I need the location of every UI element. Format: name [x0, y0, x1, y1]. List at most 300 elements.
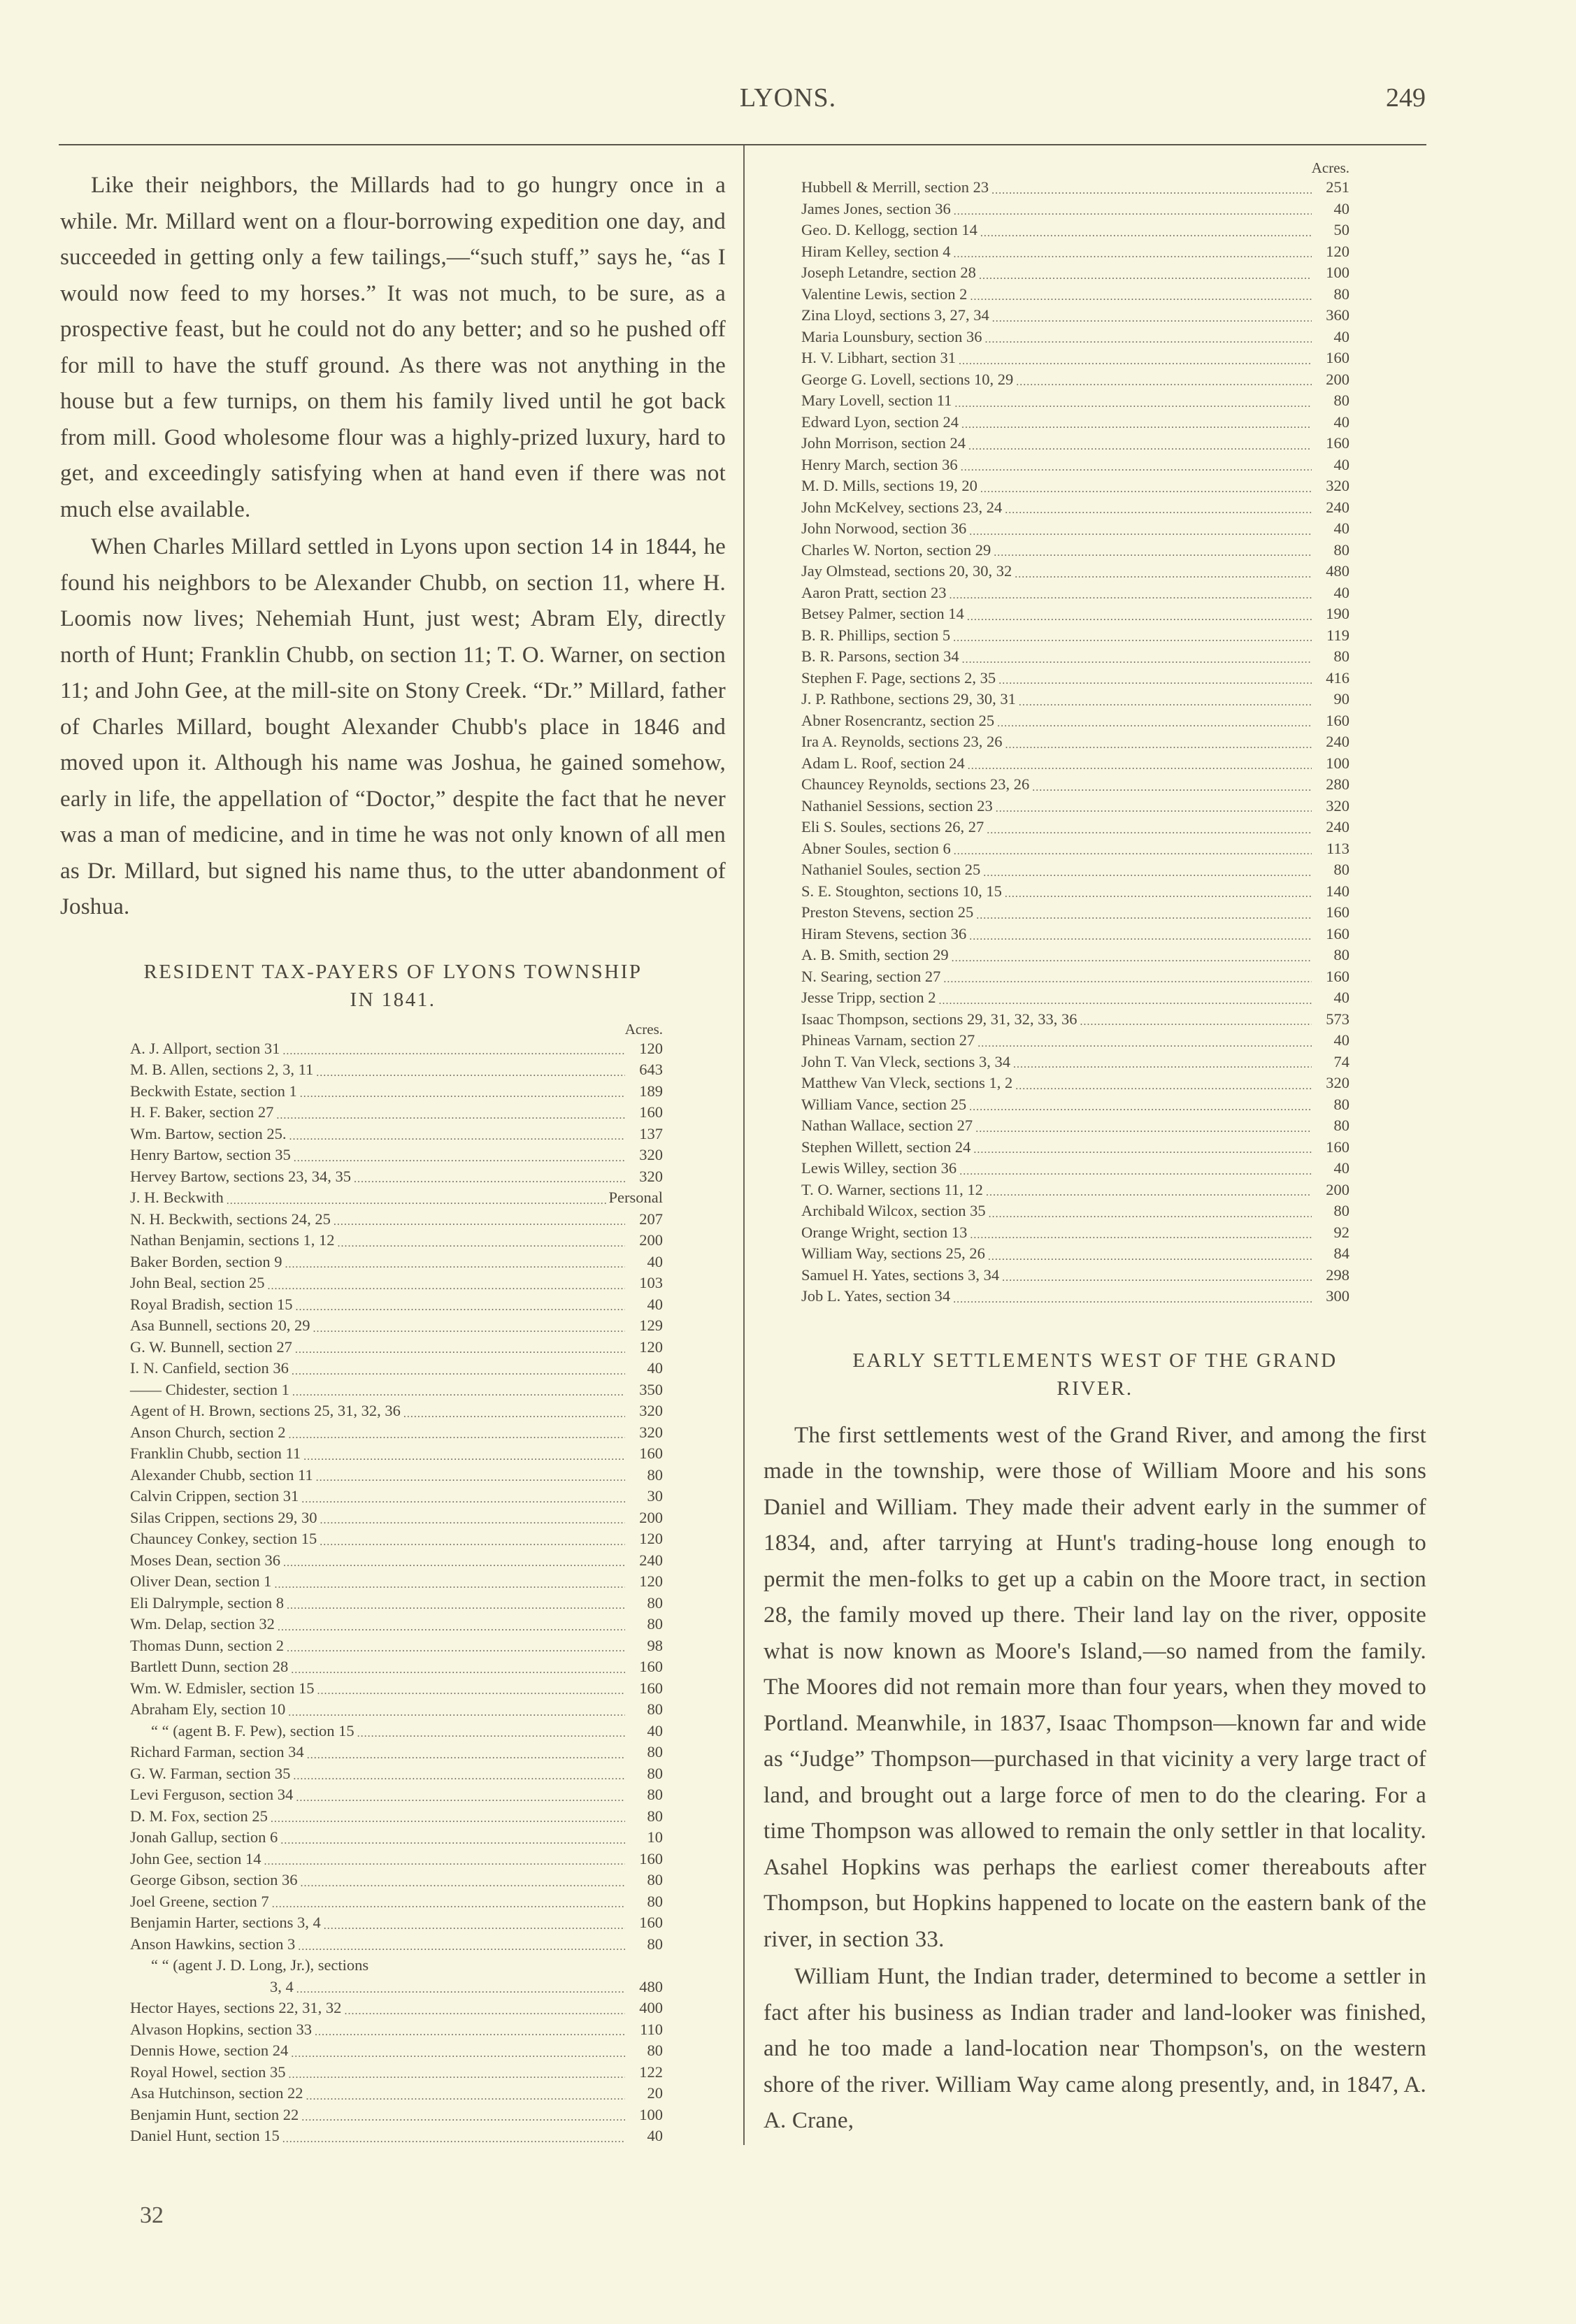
taxpayer-row — [130, 1614, 663, 1635]
taxpayer-acres: 40 — [1333, 455, 1349, 473]
taxpayer-acres: 298 — [1326, 1265, 1349, 1284]
taxpayer-acres: 100 — [1326, 264, 1349, 281]
taxpayer-acres: 240 — [1326, 498, 1349, 516]
taxpayer-acres: 160 — [1326, 434, 1349, 452]
taxpayer-name: N. H. Beckwith, sections 24, 25 — [130, 1210, 331, 1228]
taxpayer-row — [801, 625, 1349, 647]
taxpayer-list-left — [60, 1021, 726, 2147]
taxpayer-acres: 160 — [1326, 967, 1349, 985]
taxpayer-name: Oliver Dean, section 1 — [130, 1572, 272, 1590]
leader-dots — [357, 1726, 625, 1742]
taxpayer-name: Wm. W. Edmisler, section 15 — [130, 1679, 315, 1697]
taxpayer-name: N. Searing, section 27 — [801, 967, 941, 985]
taxpayer-acres: 40 — [647, 1252, 663, 1270]
taxpayer-acres: 40 — [1333, 413, 1349, 431]
leader-dots — [991, 183, 1312, 199]
taxpayer-row — [130, 1593, 663, 1614]
leader-dots — [276, 1108, 625, 1124]
leader-dots — [1016, 375, 1312, 390]
taxpayer-name: John T. Van Vleck, sections 3, 34 — [801, 1052, 1010, 1070]
leader-dots — [337, 1236, 625, 1251]
taxpayer-list — [130, 1038, 663, 2147]
taxpayer-name: William Vance, section 25 — [801, 1095, 967, 1113]
taxpayer-acres: 40 — [647, 2127, 663, 2144]
taxpayer-row — [130, 1251, 663, 1273]
leader-dots — [953, 1292, 1312, 1307]
taxpayer-row — [130, 1102, 663, 1124]
leader-dots — [998, 673, 1312, 689]
taxpayer-name: Asa Bunnell, sections 20, 29 — [130, 1317, 310, 1334]
taxpayer-acres: 160 — [1326, 1138, 1349, 1156]
leader-dots — [959, 1164, 1312, 1179]
taxpayer-acres: 100 — [1326, 754, 1349, 772]
leader-dots — [285, 1257, 625, 1272]
taxpayer-row — [130, 1784, 663, 1806]
taxpayer-row — [801, 689, 1349, 710]
taxpayer-row — [130, 1571, 663, 1593]
column-divider — [743, 145, 745, 2145]
taxpayer-name: Abner Soules, section 6 — [801, 839, 951, 857]
taxpayer-acres: 50 — [1333, 221, 1349, 238]
taxpayer-row — [130, 1038, 663, 1060]
taxpayer-acres: 40 — [1333, 199, 1349, 217]
left-column — [60, 162, 726, 2147]
taxpayer-row — [801, 710, 1349, 732]
taxpayer-name: “ “ (agent B. F. Pew), section 15 — [151, 1721, 354, 1740]
leader-dots — [968, 439, 1312, 454]
taxpayer-row — [130, 1977, 663, 1998]
taxpayer-row — [130, 1891, 663, 1913]
acres-column-header: Acres. — [1311, 159, 1349, 176]
taxpayer-row — [801, 796, 1349, 817]
taxpayer-name: Chauncey Conkey, section 15 — [130, 1530, 317, 1547]
leader-dots — [354, 1172, 625, 1187]
leader-dots — [295, 1342, 625, 1358]
taxpayer-row — [130, 1912, 663, 1934]
leader-dots — [976, 908, 1312, 924]
taxpayer-row — [130, 2040, 663, 2062]
taxpayer-name: Job L. Yates, section 34 — [801, 1287, 951, 1305]
taxpayer-name: John Beal, section 25 — [130, 1274, 265, 1291]
taxpayer-acres: 80 — [647, 1764, 663, 1782]
taxpayer-row — [801, 369, 1349, 391]
leader-dots — [959, 354, 1312, 369]
taxpayer-acres: 122 — [639, 2063, 663, 2081]
taxpayer-row — [130, 1315, 663, 1337]
taxpayer-row — [130, 1742, 663, 1763]
paragraph-first-settlements: The first settlements west of the Grand River, and among the first made in the township, were those of William Moore and his sons Daniel and William. They made their advent early in the summer of 1834, and, after tarrying at Hunt's trading-house long enough to permit the men-folks to get up a cabin on the Moore tract, in section 28, the family moved up there. Their land lay on the river, opposite what is now known as Moore's Island,—so named from the family. The Moores did not remain more than four years, when they moved to Portland. Meanwhile, in 1837, Isaac Thompson—known far and wide as “Judge” Thompson—purchased in that vicinity a very large tract of land, and brought out a large force of men to do the clearing. For a time Thompson was allowed to remain the only settler in that locality. Asahel Hopkins was perhaps the earliest comer thereabouts after Thompson, but Hopkins happened to locate on the eastern bank of the river, in section 33. — [764, 1422, 1426, 1952]
taxpayer-acres: 320 — [1326, 796, 1349, 815]
leader-dots — [1005, 503, 1312, 518]
taxpayer-acres: 120 — [639, 1530, 663, 1547]
taxpayer-name: Richard Farman, section 34 — [130, 1743, 304, 1760]
taxpayer-acres: 160 — [639, 1658, 663, 1675]
taxpayer-name: Abraham Ely, section 10 — [130, 1700, 286, 1718]
taxpayer-name: A. B. Smith, section 29 — [801, 946, 949, 963]
taxpayer-name: Royal Bradish, section 15 — [130, 1295, 293, 1313]
taxpayer-name: Abner Rosencrantz, section 25 — [801, 711, 995, 729]
taxpayer-name: Calvin Crippen, section 31 — [130, 1487, 299, 1505]
taxpayer-acres: 189 — [639, 1082, 663, 1100]
taxpayer-row — [801, 774, 1349, 796]
taxpayer-row — [801, 924, 1349, 945]
taxpayer-row — [801, 1200, 1349, 1222]
taxpayer-row — [130, 1422, 663, 1444]
taxpayer-acres: 80 — [647, 1807, 663, 1825]
taxpayer-row — [801, 987, 1349, 1009]
taxpayer-acres: 40 — [647, 1295, 663, 1313]
leader-dots — [287, 1641, 625, 1656]
leader-dots — [961, 460, 1312, 475]
leader-dots — [287, 1598, 625, 1614]
taxpayer-name: Anson Church, section 2 — [130, 1423, 286, 1441]
taxpayer-acres: 10 — [647, 1828, 663, 1846]
taxpayer-name: Chauncey Reynolds, sections 23, 26 — [801, 775, 1030, 793]
taxpayer-name: M. D. Mills, sections 19, 20 — [801, 477, 977, 494]
leader-dots — [289, 1129, 626, 1145]
taxpayer-acres: 80 — [1333, 946, 1349, 963]
taxpayer-row — [130, 1849, 663, 1870]
taxpayer-acres: Personal — [608, 1189, 663, 1206]
leader-dots — [989, 1207, 1312, 1222]
leader-dots — [291, 2046, 625, 2062]
taxpayer-row — [801, 582, 1349, 604]
taxpayer-name: Mary Lovell, section 11 — [801, 392, 952, 409]
leader-dots — [298, 1939, 625, 1955]
taxpayer-name: H. F. Baker, section 27 — [130, 1103, 274, 1121]
taxpayer-row — [801, 220, 1349, 241]
leader-dots — [980, 482, 1312, 497]
leader-dots — [1032, 780, 1312, 796]
taxpayer-name: Samuel H. Yates, sections 3, 34 — [801, 1265, 1000, 1284]
leader-dots — [334, 1214, 625, 1230]
taxpayer-name: Nathaniel Sessions, section 23 — [801, 796, 993, 815]
leader-dots — [272, 1897, 625, 1912]
taxpayer-row — [130, 1827, 663, 1849]
taxpayer-name: Benjamin Harter, sections 3, 4 — [130, 1914, 321, 1931]
leader-dots — [313, 1321, 625, 1337]
taxpayer-acres: 320 — [639, 1167, 663, 1185]
taxpayer-name: Royal Howel, section 35 — [130, 2063, 286, 2081]
leader-dots — [973, 1142, 1312, 1158]
taxpayer-acres: 643 — [639, 1061, 663, 1078]
taxpayer-acres: 80 — [1333, 1117, 1349, 1134]
taxpayer-row — [130, 1145, 663, 1166]
taxpayer-acres: 90 — [1333, 690, 1349, 708]
leader-dots — [274, 1577, 625, 1593]
taxpayer-row — [130, 1124, 663, 1145]
section-title-early-settlements — [764, 1347, 1426, 1403]
taxpayer-acres: 280 — [1326, 775, 1349, 793]
taxpayer-acres: 160 — [1326, 903, 1349, 921]
taxpayer-row — [801, 1052, 1349, 1073]
taxpayer-row — [130, 1166, 663, 1188]
taxpayer-acres: 160 — [639, 1679, 663, 1697]
taxpayer-name: Archibald Wilcox, section 35 — [801, 1202, 986, 1219]
taxpayer-row — [801, 817, 1349, 838]
taxpayer-acres: 300 — [1326, 1287, 1349, 1305]
taxpayer-row — [801, 262, 1349, 284]
taxpayer-acres: 240 — [639, 1551, 663, 1569]
paragraph-charles-millard: When Charles Millard settled in Lyons upon section 14 in 1844, he found his neighbors to be Alexander Chubb, on section 11, where H. Loomis now lives; Nehemiah Hunt, just west; Abram Ely, directly north of Hunt; Franklin Chubb, on section 11; T. O. Warner, on section 11; and John Gee, at the mill-site on Stony Creek. “Dr.” Millard, father of Charles Millard, bought Alexander Chubb's place in 1846 and moved upon it. Although his name was Joshua, he gained somehow, early in life, the appellation of “Doctor,” despite the fact that he never was a man of medicine, and in time he was not only known of all men as Dr. Millard, but signed his name thus, to the utter abandonment of Joshua. — [60, 534, 726, 919]
taxpayer-name: G. W. Bunnell, section 27 — [130, 1337, 292, 1356]
leader-dots — [316, 1066, 625, 1081]
taxpayer-name: Wm. Delap, section 32 — [130, 1615, 275, 1633]
taxpayer-acres: 360 — [1326, 306, 1349, 324]
taxpayer-row — [801, 731, 1349, 753]
taxpayer-row — [801, 241, 1349, 263]
taxpayer-name: Eli Dalrymple, section 8 — [130, 1593, 284, 1612]
leader-dots — [997, 716, 1312, 731]
taxpayer-name: Joel Greene, section 7 — [130, 1892, 269, 1910]
leader-dots — [296, 1982, 625, 1997]
taxpayer-row — [801, 305, 1349, 327]
taxpayer-acres: 240 — [1326, 733, 1349, 750]
leader-dots — [986, 1185, 1312, 1200]
taxpayer-name: H. V. Libhart, section 31 — [801, 349, 957, 366]
taxpayer-row — [801, 859, 1349, 881]
leader-dots — [977, 1036, 1312, 1052]
leader-dots — [320, 1513, 625, 1528]
leader-dots — [315, 2025, 625, 2040]
taxpayer-row — [130, 1486, 663, 1507]
running-title: LYONS. — [739, 83, 837, 113]
leader-dots — [316, 1470, 625, 1486]
taxpayer-acres: 120 — [1326, 242, 1349, 260]
taxpayer-name: Preston Stevens, section 25 — [801, 903, 974, 921]
taxpayer-acres: 80 — [647, 1871, 663, 1888]
taxpayer-acres: 40 — [647, 1721, 663, 1740]
taxpayer-row — [130, 1806, 663, 1828]
taxpayer-row — [130, 1230, 663, 1251]
taxpayer-name: Hector Hayes, sections 22, 31, 32 — [130, 1999, 342, 2016]
taxpayer-acres: 98 — [647, 1636, 663, 1654]
taxpayer-row — [801, 1094, 1349, 1116]
taxpayer-acres: 120 — [639, 1039, 663, 1057]
taxpayer-row — [801, 1286, 1349, 1307]
section-title-line: IN 1841. — [350, 988, 436, 1011]
taxpayer-name: Thomas Dunn, section 2 — [130, 1636, 284, 1654]
taxpayer-acres: 100 — [639, 2105, 663, 2123]
taxpayer-acres: 84 — [1333, 1245, 1349, 1262]
leader-dots — [1080, 1014, 1312, 1030]
taxpayer-acres: 251 — [1326, 178, 1349, 196]
taxpayer-acres: 80 — [1333, 540, 1349, 559]
taxpayer-name: Asa Hutchinson, section 22 — [130, 2084, 303, 2102]
taxpayer-name: George G. Lovell, sections 10, 29 — [801, 370, 1014, 388]
taxpayer-acres: 320 — [1326, 1074, 1349, 1091]
leader-dots — [303, 1449, 625, 1465]
taxpayer-name: Silas Crippen, sections 29, 30 — [130, 1508, 317, 1526]
taxpayer-name: M. B. Allen, sections 2, 3, 11 — [130, 1061, 314, 1078]
taxpayer-name: Daniel Hunt, section 15 — [130, 2127, 280, 2144]
taxpayer-name: T. O. Warner, sections 11, 12 — [801, 1180, 983, 1198]
taxpayer-row — [801, 1222, 1349, 1244]
taxpayer-name: Stephen Willett, section 24 — [801, 1138, 971, 1156]
taxpayer-acres: 40 — [1333, 989, 1349, 1006]
taxpayer-name: Benjamin Hunt, section 22 — [130, 2105, 299, 2123]
taxpayer-name: J. P. Rathbone, sections 29, 30, 31 — [801, 690, 1016, 708]
taxpayer-name: Nathan Wallace, section 27 — [801, 1117, 973, 1134]
leader-dots — [271, 1812, 625, 1827]
taxpayer-acres: 40 — [1333, 1031, 1349, 1049]
taxpayer-acres: 240 — [1326, 818, 1349, 835]
taxpayer-row — [130, 1763, 663, 1785]
taxpayer-acres: 200 — [1326, 1180, 1349, 1198]
leader-dots — [988, 1249, 1312, 1265]
leader-dots — [288, 1428, 625, 1443]
taxpayer-row — [130, 1379, 663, 1401]
leader-dots — [301, 1492, 625, 1507]
leader-dots — [979, 268, 1312, 284]
taxpayer-row — [130, 1272, 663, 1294]
taxpayer-name: John Gee, section 14 — [130, 1849, 262, 1867]
leader-dots — [970, 289, 1312, 305]
running-head — [0, 83, 1576, 124]
leader-dots — [1015, 567, 1312, 582]
taxpayer-name: Stephen F. Page, sections 2, 35 — [801, 668, 996, 687]
leader-dots — [300, 1086, 625, 1102]
taxpayer-acres: 30 — [647, 1487, 663, 1505]
taxpayer-row — [130, 1721, 663, 1742]
taxpayer-row — [130, 1678, 663, 1700]
taxpayer-acres: 129 — [639, 1317, 663, 1334]
taxpayer-acres: 119 — [1326, 626, 1349, 644]
taxpayer-acres: 140 — [1326, 882, 1349, 900]
taxpayer-name: S. E. Stoughton, sections 10, 15 — [801, 882, 1002, 900]
leader-dots — [292, 1364, 625, 1379]
taxpayer-acres: 80 — [647, 1700, 663, 1718]
taxpayer-name: John Norwood, section 36 — [801, 519, 967, 537]
taxpayer-row — [130, 1955, 663, 1977]
leader-dots — [969, 524, 1312, 540]
leader-dots — [292, 1385, 625, 1400]
leader-dots — [1005, 887, 1312, 902]
taxpayer-acres: 400 — [639, 1999, 663, 2016]
leader-dots — [296, 1791, 625, 1806]
taxpayer-acres: 113 — [1326, 839, 1349, 857]
leader-dots — [317, 1684, 625, 1699]
taxpayer-row — [801, 497, 1349, 519]
leader-dots — [994, 545, 1312, 561]
leader-dots — [301, 1876, 625, 1891]
leader-dots — [324, 1918, 625, 1934]
leader-dots — [291, 1663, 625, 1678]
taxpayer-name: D. M. Fox, section 25 — [130, 1807, 268, 1825]
leader-dots — [953, 631, 1312, 646]
taxpayer-name: Valentine Lewis, section 2 — [801, 285, 968, 303]
taxpayer-name: William Way, sections 25, 26 — [801, 1245, 985, 1262]
taxpayer-acres: 416 — [1326, 668, 1349, 687]
taxpayer-name: John Morrison, section 24 — [801, 434, 966, 452]
taxpayer-name: Orange Wright, section 13 — [801, 1223, 968, 1241]
taxpayer-row — [801, 433, 1349, 454]
taxpayer-name: B. R. Parsons, section 34 — [801, 647, 959, 665]
page-number: 249 — [1386, 83, 1426, 113]
taxpayer-name: Hiram Stevens, section 36 — [801, 924, 967, 942]
taxpayer-acres: 80 — [1333, 285, 1349, 303]
taxpayer-name: Betsey Palmer, section 14 — [801, 605, 964, 622]
leader-dots — [344, 2004, 625, 2019]
taxpayer-row — [130, 1294, 663, 1316]
taxpayer-acres: 480 — [1326, 562, 1349, 580]
taxpayer-name: Edward Lyon, section 24 — [801, 413, 959, 431]
taxpayer-row — [801, 177, 1349, 199]
leader-dots — [953, 247, 1312, 262]
section-title-line: RESIDENT TAX-PAYERS OF LYONS TOWNSHIP — [143, 960, 643, 983]
taxpayer-row — [130, 1656, 663, 1678]
taxpayer-name: Jesse Tripp, section 2 — [801, 989, 936, 1006]
leader-dots — [227, 1193, 606, 1209]
taxpayer-row — [130, 1337, 663, 1358]
taxpayer-acres: 160 — [639, 1849, 663, 1867]
taxpayer-name: Matthew Van Vleck, sections 1, 2 — [801, 1074, 1013, 1091]
taxpayer-name: Franklin Chubb, section 11 — [130, 1444, 301, 1462]
paragraph-william-hunt: William Hunt, the Indian trader, determined to become a settler in fact after his business as Indian trader and land-looker was finished, and he too made a land-location near Thompson's, on the western shore of the river. William Way came along presently, and, in 1847, A. A. Crane, — [764, 1964, 1426, 2133]
leader-dots — [293, 1769, 625, 1784]
taxpayer-row — [801, 199, 1349, 220]
leader-dots — [962, 652, 1312, 668]
taxpayer-row — [801, 540, 1349, 561]
taxpayer-row — [130, 1059, 663, 1081]
taxpayer-name: B. R. Phillips, section 5 — [801, 626, 951, 644]
taxpayer-name: Hubbell & Merrill, section 23 — [801, 178, 989, 196]
taxpayer-acres: 573 — [1326, 1010, 1349, 1028]
taxpayer-name: Phineas Varnam, section 27 — [801, 1031, 975, 1049]
taxpayer-name: Jonah Gallup, section 6 — [130, 1828, 278, 1846]
taxpayer-row — [130, 1934, 663, 1956]
leader-dots — [306, 2089, 625, 2104]
taxpayer-name: Joseph Letandre, section 28 — [801, 264, 976, 281]
leader-dots — [1005, 738, 1312, 753]
taxpayer-acres: 40 — [1333, 519, 1349, 537]
taxpayer-acres: 80 — [647, 1786, 663, 1803]
taxpayer-acres: 320 — [639, 1402, 663, 1419]
taxpayer-acres: 80 — [1333, 1202, 1349, 1219]
leader-dots — [967, 610, 1312, 625]
header-rule — [59, 144, 1426, 145]
taxpayer-row — [130, 1997, 663, 2019]
taxpayer-row — [801, 945, 1349, 966]
taxpayer-acres: 320 — [1326, 477, 1349, 494]
taxpayer-name: 3, 4 — [270, 1977, 294, 1995]
leader-dots — [282, 2132, 625, 2147]
taxpayer-acres: 92 — [1333, 1223, 1349, 1241]
leader-dots — [949, 588, 1312, 603]
leader-dots — [295, 1300, 625, 1315]
paragraph-millards-hungry: Like their neighbors, the Millards had to go hungry once in a while. Mr. Millard went on a flour-borrowing expedition one day, and succeeded in getting only a few tailings,—“such stuff,” says he, “as I would now feed to my horses.” It was not much, to be sure, as a prospective feast, but he could not do any better; and so he pushed off for mill to have the stuff ground. As there was not anything in the house but a few turnips, on them his family lived until he got back from mill. Good wholesome flour was a highly-prized luxury, hard to get, and exceedingly satisfying when at hand even if there was not much else available. — [60, 173, 726, 522]
leader-dots — [1002, 1270, 1312, 1286]
taxpayer-name: Henry Bartow, section 35 — [130, 1146, 291, 1163]
taxpayer-row — [801, 646, 1349, 668]
taxpayer-acres: 120 — [639, 1337, 663, 1356]
leader-dots — [403, 1407, 625, 1422]
taxpayer-row — [801, 966, 1349, 988]
taxpayer-row — [801, 1265, 1349, 1286]
taxpayer-name: Zina Lloyd, sections 3, 27, 34 — [801, 306, 989, 324]
taxpayer-name: Alvason Hopkins, section 33 — [130, 2020, 312, 2038]
leader-dots — [301, 2110, 625, 2125]
taxpayer-name: Aaron Pratt, section 23 — [801, 583, 947, 601]
taxpayer-acres: 160 — [639, 1914, 663, 1931]
taxpayer-row — [130, 2083, 663, 2104]
leader-dots — [969, 929, 1312, 945]
leader-dots — [961, 417, 1312, 433]
taxpayer-acres: 200 — [639, 1508, 663, 1526]
taxpayer-row — [801, 327, 1349, 348]
taxpayer-name: Beckwith Estate, section 1 — [130, 1082, 297, 1100]
taxpayer-row — [130, 1870, 663, 1891]
